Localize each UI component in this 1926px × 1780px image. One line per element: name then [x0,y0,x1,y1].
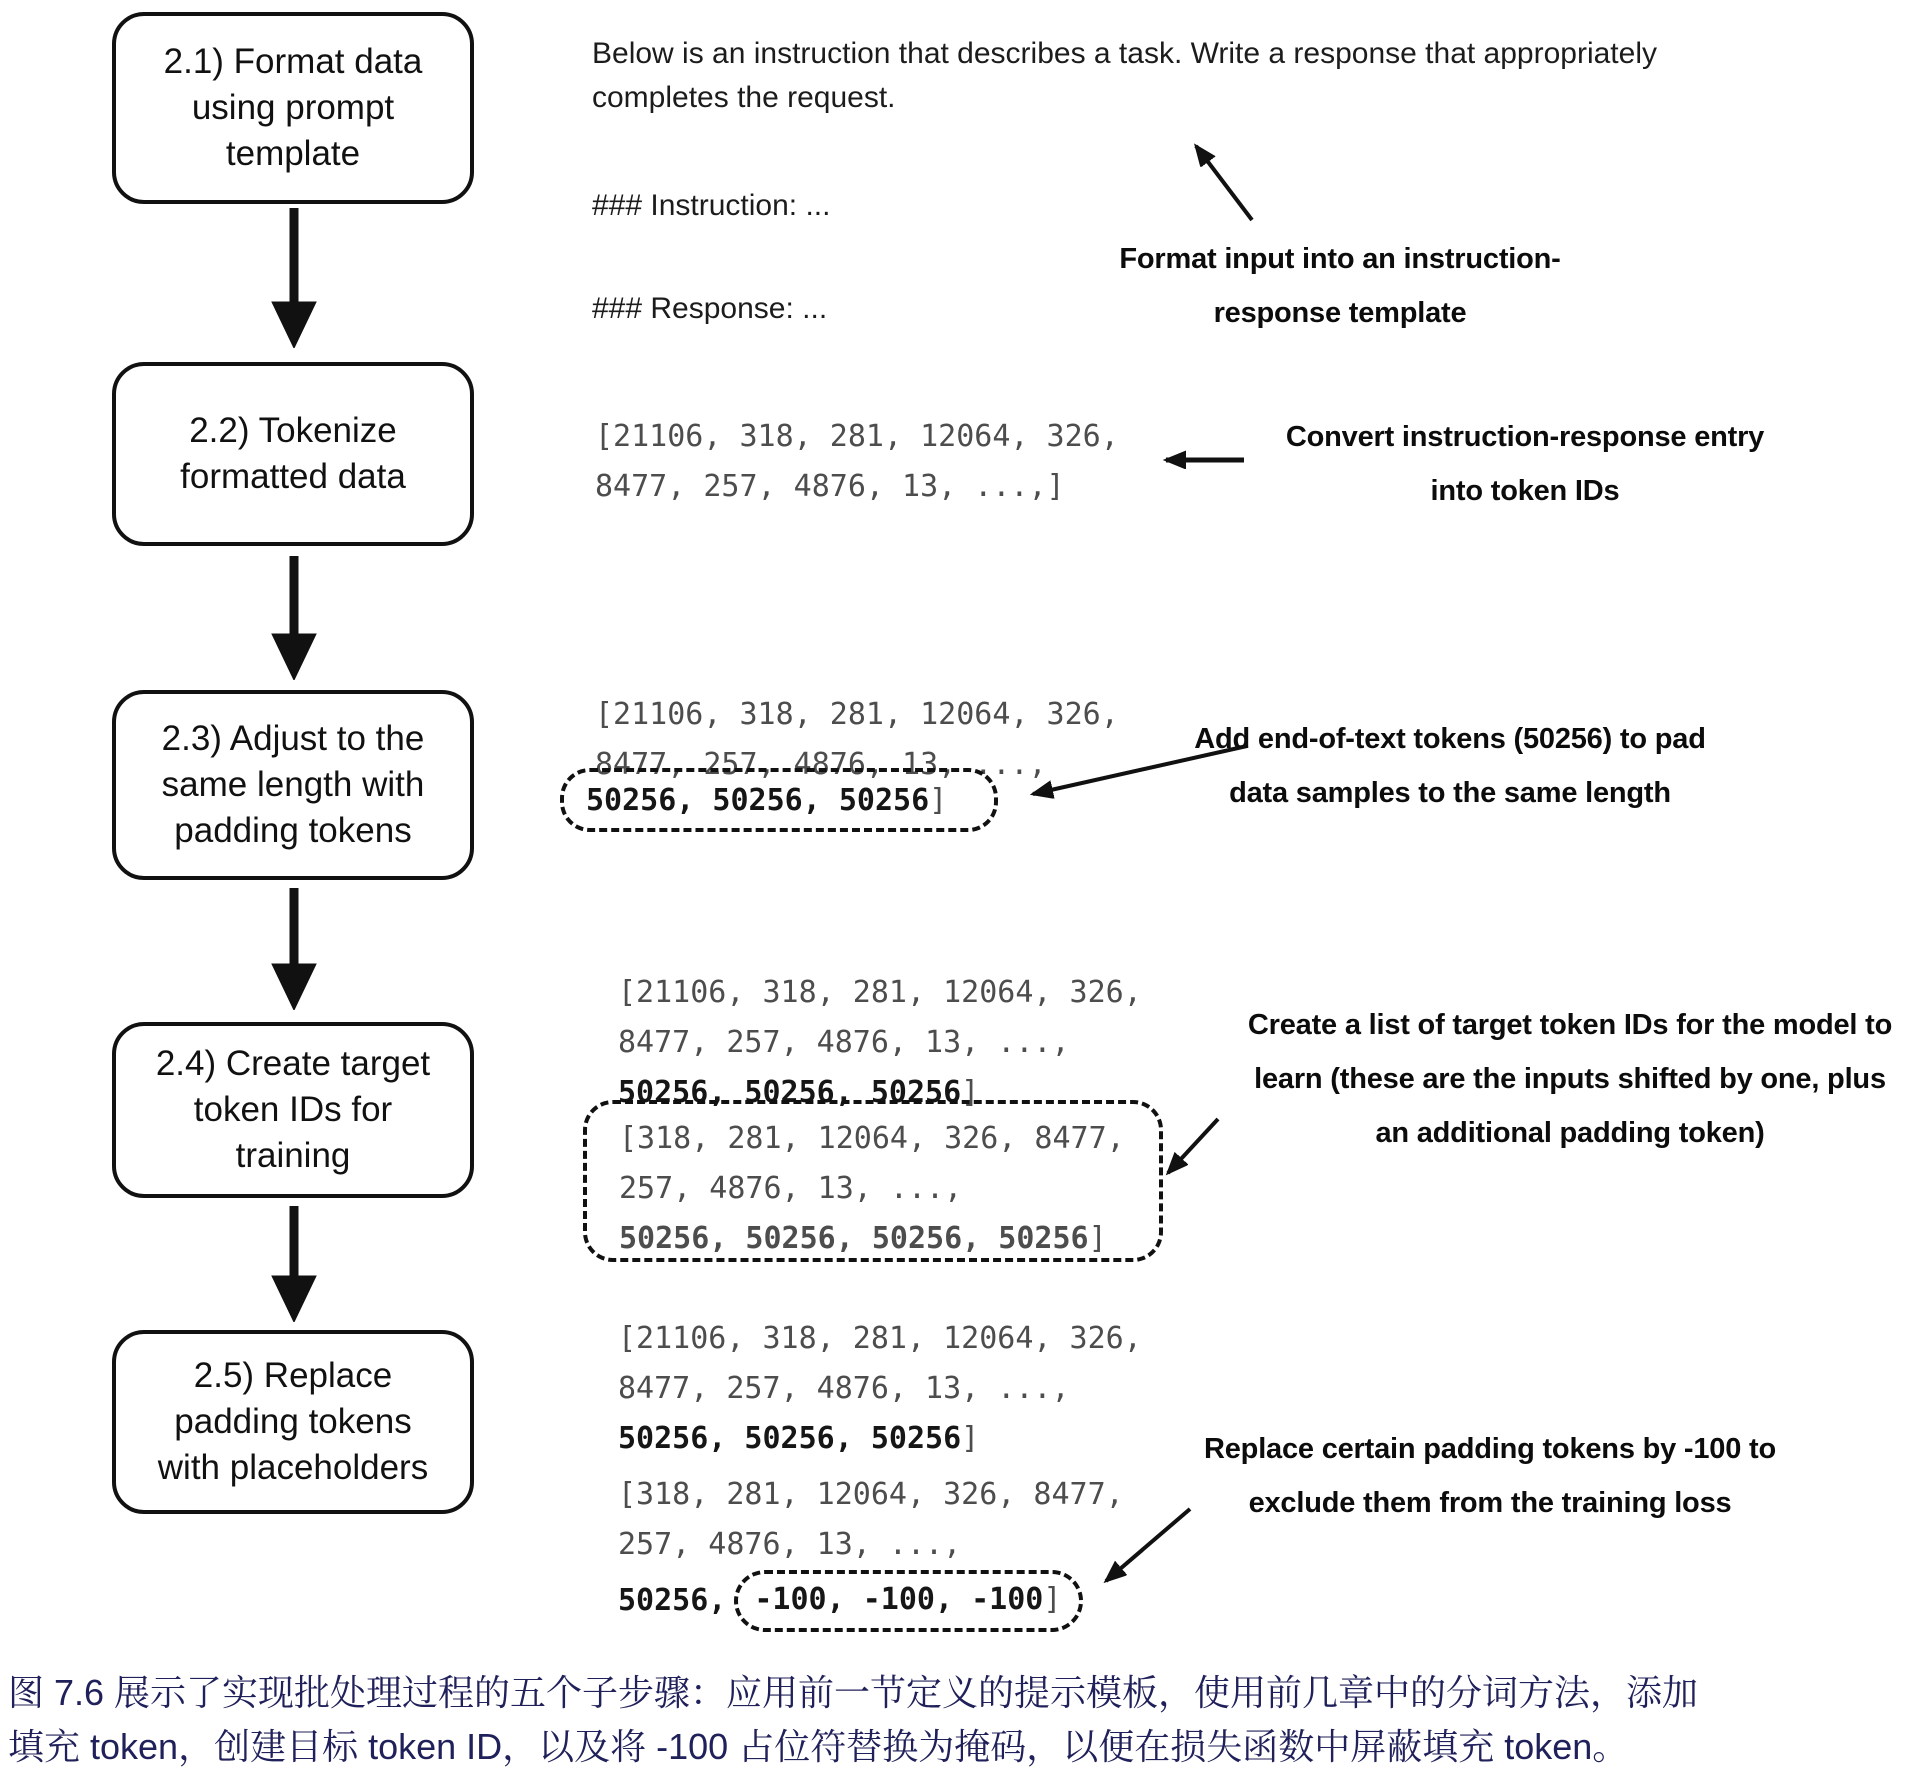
input-token-ids-step5 [618,1314,1142,1464]
masked-tokens-bold: -100, -100, -100 [754,1582,1044,1617]
bracket-close: ] [1043,1582,1062,1617]
arrow-down-icon [271,1206,317,1322]
annotation-format-input [1040,232,1640,340]
response-marker-text: ### Response: ... [592,292,828,325]
token-line: 8477, 257, 4876, 13, ..., [618,1025,1070,1060]
annotation-line: Create a list of target token IDs for the model to [1247,1009,1893,1041]
token-line: [21106, 318, 281, 12064, 326, [595,419,1119,454]
annotation-convert-tokens [1225,410,1825,518]
padding-tokens-bold: 50256, 50256, 50256 [618,1421,962,1456]
flow-box-2-4-line: token IDs for [193,1090,393,1129]
token-line: 8477, 257, 4876, 13, ...,] [595,469,1065,504]
padding-tokens-bold: 50256, 50256, 50256 [618,1075,962,1110]
arrow-up-left-icon [1180,130,1270,230]
flow-box-2-3 [112,690,474,880]
flow-box-2-1-line: using prompt [191,88,395,127]
flow-box-2-3-line: padding tokens [174,811,412,850]
target-tokens-dashed-box [583,1100,1163,1262]
prompt-template-line: completes the request. [592,81,896,114]
flow-box-2-2 [112,362,474,546]
flow-box-2-5-line: with placeholders [157,1448,429,1487]
arrow-down-icon [271,888,317,1010]
flow-box-2-5-line: 2.5) Replace [193,1356,393,1395]
annotation-line: Convert instruction-response entry [1285,421,1765,453]
token-line: [318, 281, 12064, 326, 8477, [619,1121,1125,1156]
padding-tokens-bold: 50256, 50256, 50256 [586,782,930,818]
flow-box-2-1-line: template [225,134,361,173]
token-line: [318, 281, 12064, 326, 8477, [618,1477,1124,1512]
arrow-down-left-icon [1148,1105,1233,1190]
input-token-ids-step4 [618,968,1142,1118]
prompt-template-line: Below is an instruction that describes a task. Write a response that appropriately [592,37,1657,70]
padding-token-bold: 50256, [618,1583,727,1618]
token-line: 257, 4876, 13, ..., [618,1527,962,1562]
instruction-marker-text: ### Instruction: ... [592,189,831,222]
token-line: [21106, 318, 281, 12064, 326, [595,697,1119,732]
padding-tokens-dashed-box [560,768,998,832]
figure-caption-line: 图 7.6 展示了实现批处理过程的五个子步骤：应用前一节定义的提示模板，使用前几章中的分词方法，添加 [8,1672,1699,1713]
annotation-line: Replace certain padding tokens by -100 to [1204,1433,1776,1465]
token-line [618,1414,1142,1464]
flow-box-2-2-line: 2.2) Tokenize [189,411,397,450]
annotation-line: into token IDs [1430,475,1620,507]
flow-box-2-2-line: formatted data [180,457,406,496]
figure-caption-line: 填充 token，创建目标 token ID，以及将 -100 占位符替换为掩码，以便在损失函数中屏蔽填充 token。 [8,1726,1629,1767]
masked-tokens-dashed-oval [734,1570,1083,1632]
target-token-ids-step5 [618,1470,1124,1632]
annotation-line: Add end-of-text tokens (50256) to pad [1194,723,1706,755]
token-line: 8477, 257, 4876, 13, ..., [618,1371,1070,1406]
token-ids-step2 [595,412,1119,512]
figure-caption [8,1666,1922,1774]
bracket-close: ] [961,1075,980,1110]
annotation-replace-padding [1190,1422,1790,1530]
flow-box-2-3-line: same length with [161,765,425,804]
arrow-down-left-icon [1088,1495,1203,1595]
token-line: 8477, 257, 4876, 13, ..., [595,747,1047,782]
annotation-line: Format input into an instruction- [1119,243,1561,275]
token-line [619,1214,1159,1264]
flow-box-2-4 [112,1022,474,1198]
annotation-line: exclude them from the training loss [1248,1487,1732,1519]
flow-box-2-4-line: 2.4) Create target [155,1044,431,1083]
padding-tokens-bold: 50256, 50256, 50256, 50256 [619,1221,1089,1256]
flow-box-2-5-line: padding tokens [174,1402,412,1441]
bracket-close: ] [1088,1221,1107,1256]
bracket-close: ] [961,1421,980,1456]
annotation-line: learn (these are the inputs shifted by one, plus [1254,1063,1886,1095]
bracket-close: ] [929,782,948,818]
arrow-down-icon [271,556,317,680]
token-line: [21106, 318, 281, 12064, 326, [618,1321,1142,1356]
flow-box-2-4-line: training [235,1136,351,1175]
token-line [618,1570,1124,1632]
prompt-template-text [592,32,1852,120]
annotation-line: response template [1213,297,1467,329]
annotation-create-targets [1230,998,1910,1160]
flow-box-2-1-line: 2.1) Format data [163,42,423,81]
annotation-line: data samples to the same length [1229,777,1671,809]
flow-box-2-5 [112,1330,474,1514]
token-line: 257, 4876, 13, ..., [619,1171,963,1206]
annotation-add-eot [1140,712,1760,820]
arrow-down-icon [271,208,317,348]
annotation-line: an additional padding token) [1375,1117,1765,1149]
flow-box-2-1 [112,12,474,204]
flow-box-2-3-line: 2.3) Adjust to the [161,719,425,758]
token-line: [21106, 318, 281, 12064, 326, [618,975,1142,1010]
